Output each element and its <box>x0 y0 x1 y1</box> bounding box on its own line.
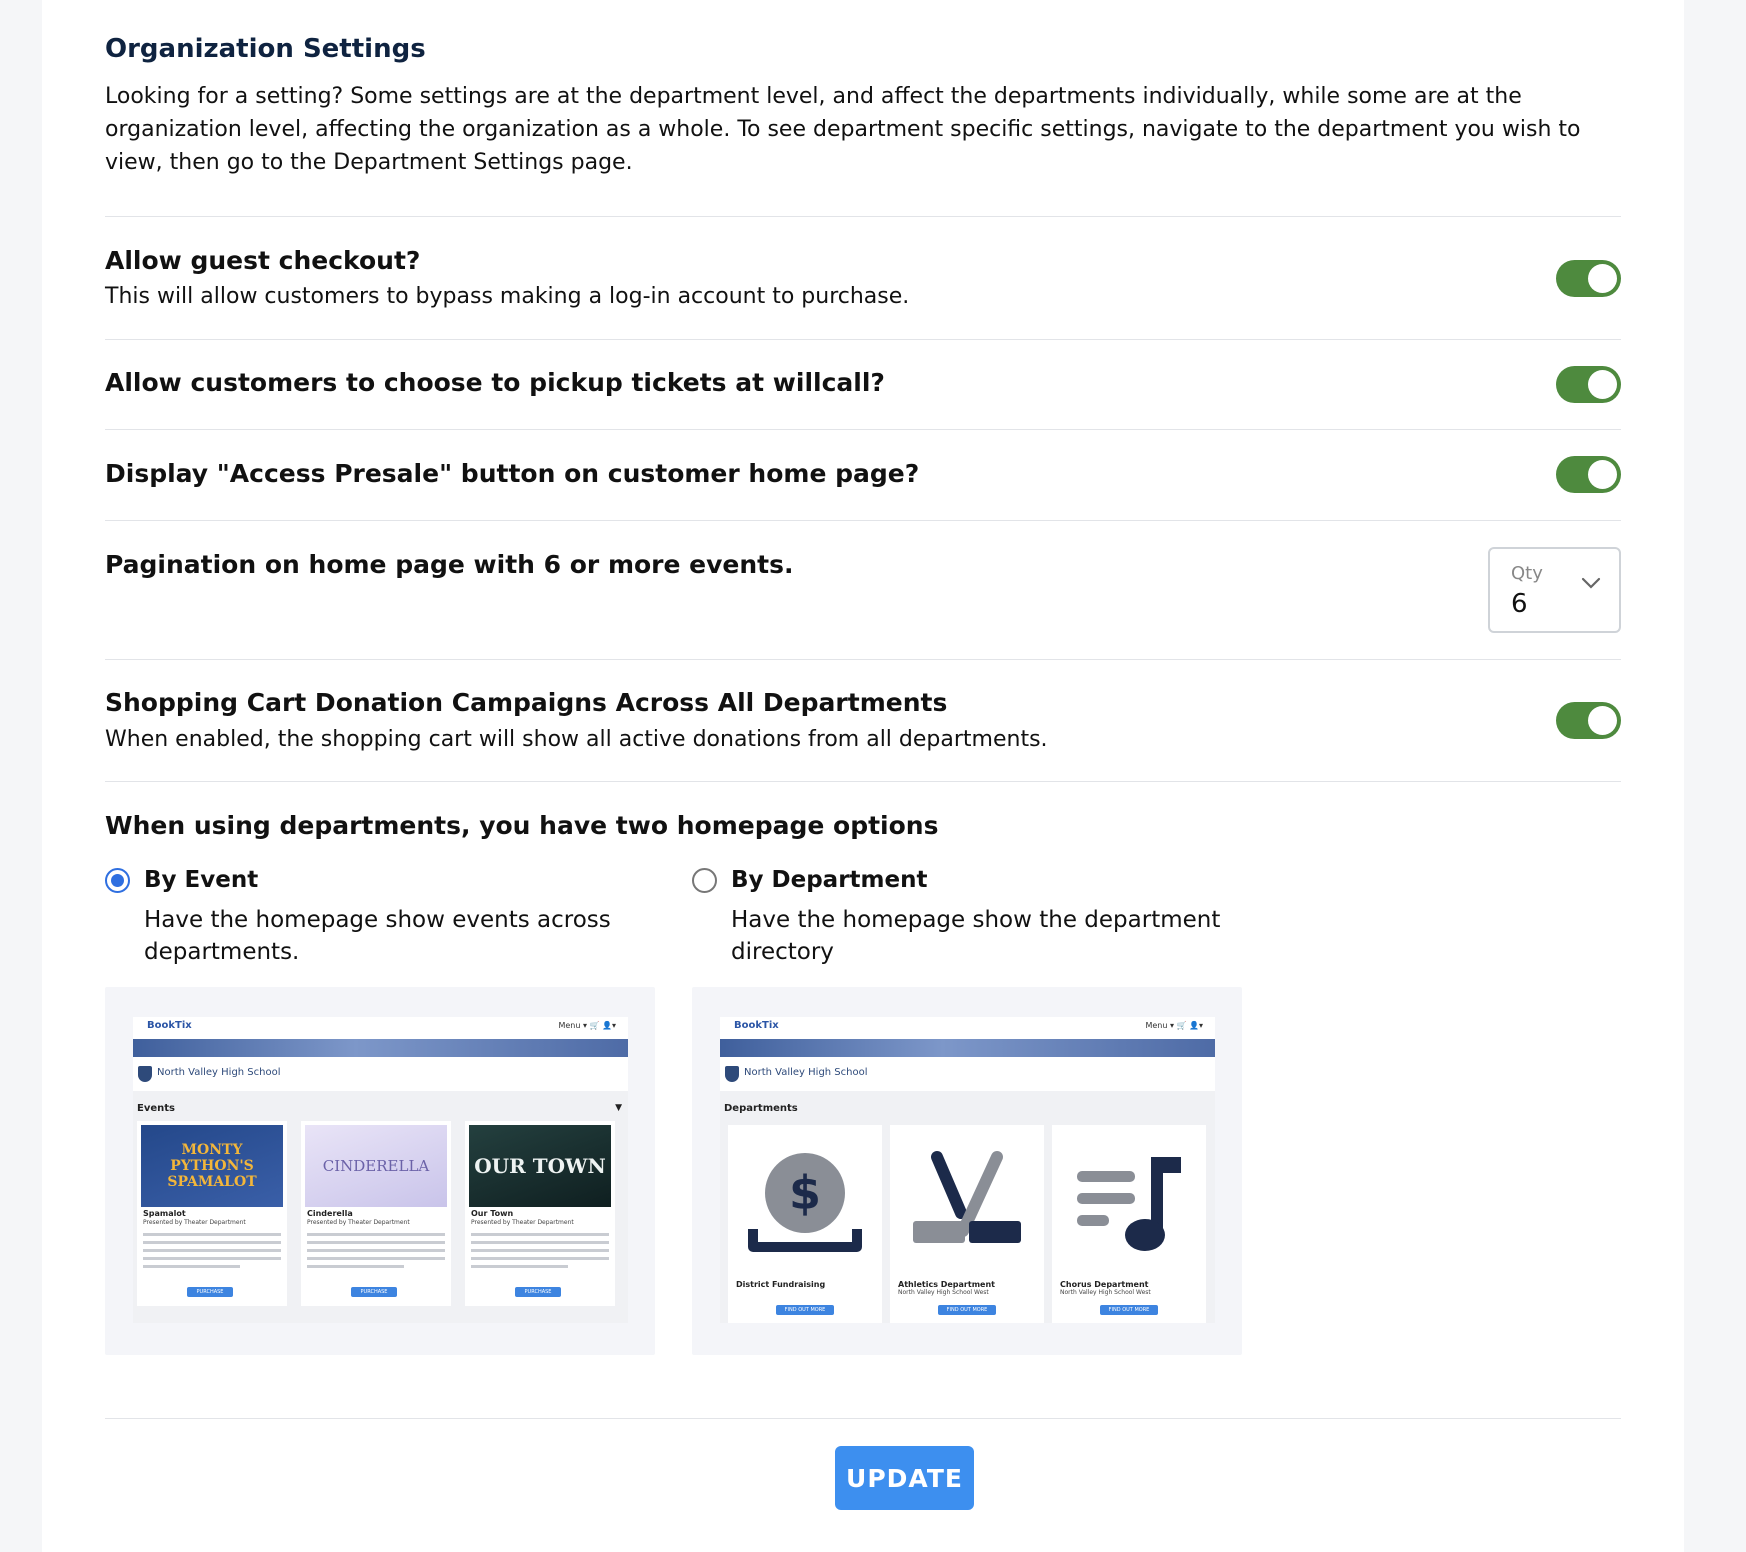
event-description <box>471 1233 609 1273</box>
divider <box>105 429 1621 430</box>
find-out-more-button: FIND OUT MORE <box>776 1305 834 1315</box>
purchase-button: PURCHASE <box>187 1287 233 1297</box>
event-preview-screenshot <box>133 1017 628 1323</box>
divider <box>105 216 1621 217</box>
by-event-description: Have the homepage show events across departments. <box>144 907 611 965</box>
willcall-title: Allow customers to choose to pickup tickets at willcall? <box>105 368 885 397</box>
department-subtitle: North Valley High School West <box>898 1289 989 1296</box>
intro-text: Looking for a setting? Some settings are at the department level, and affect the departments individually, while some are at the organization level, affecting the organization as a whole. To see department specific settings, navigate to the department you wish to view, then go to the Department Settings page. <box>105 84 1581 175</box>
presale-toggle[interactable] <box>1556 456 1621 493</box>
by-event-preview[interactable] <box>105 987 655 1355</box>
divider <box>105 339 1621 340</box>
preview-school-bar <box>133 1057 628 1091</box>
event-presenter: Presented by Theater Department <box>471 1219 574 1226</box>
dollar-coin-icon <box>745 1143 865 1263</box>
department-card <box>1052 1125 1206 1323</box>
event-name: Cinderella <box>307 1209 353 1218</box>
event-card <box>137 1121 287 1306</box>
preview-school-name: North Valley High School <box>157 1067 281 1078</box>
department-name: Chorus Department <box>1060 1280 1149 1289</box>
guest-checkout-title: Allow guest checkout? <box>105 246 421 275</box>
shield-icon <box>138 1066 152 1082</box>
preview-navbar <box>720 1017 1215 1039</box>
by-department-radio[interactable] <box>692 868 717 893</box>
preview-menu: Menu ▾ 🛒 👤▾ <box>1145 1021 1203 1030</box>
event-presenter: Presented by Theater Department <box>307 1219 410 1226</box>
qty-select[interactable] <box>1488 547 1621 633</box>
svg-text:$: $ <box>788 1166 822 1220</box>
update-button[interactable]: UPDATE <box>835 1446 974 1510</box>
preview-brand: BookTix <box>734 1020 779 1031</box>
divider <box>105 659 1621 660</box>
toggle-knob <box>1588 264 1617 293</box>
preview-school-name: North Valley High School <box>744 1067 868 1078</box>
divider <box>105 781 1621 782</box>
purchase-button: PURCHASE <box>351 1287 397 1297</box>
preview-brand: BookTix <box>147 1020 192 1031</box>
event-presenter: Presented by Theater Department <box>143 1219 246 1226</box>
by-department-radio-option[interactable] <box>692 867 927 893</box>
qty-label: Qty <box>1511 563 1543 584</box>
divider <box>105 520 1621 521</box>
donations-toggle[interactable] <box>1556 702 1621 739</box>
divider <box>105 1418 1621 1419</box>
qty-value: 6 <box>1511 589 1528 619</box>
event-description <box>307 1233 445 1273</box>
event-card <box>301 1121 451 1306</box>
guest-checkout-description: This will allow customers to bypass making a log-in account to purchase. <box>105 284 910 309</box>
event-image: OUR TOWN <box>469 1125 611 1207</box>
by-department-preview[interactable] <box>692 987 1242 1355</box>
preview-section-title: Events <box>137 1103 175 1114</box>
department-card <box>728 1125 882 1323</box>
find-out-more-button: FIND OUT MORE <box>1100 1305 1158 1315</box>
preview-navbar <box>133 1017 628 1039</box>
event-name: Our Town <box>471 1209 514 1218</box>
pagination-title: Pagination on home page with 6 or more events. <box>105 550 794 579</box>
department-preview-screenshot <box>720 1017 1215 1323</box>
toggle-knob <box>1588 370 1617 399</box>
by-department-label: By Department <box>731 867 928 893</box>
by-department-description: Have the homepage show the department directory <box>731 907 1221 965</box>
preview-banner <box>720 1039 1215 1057</box>
event-description <box>143 1233 281 1273</box>
event-image: CINDERELLA <box>305 1125 447 1207</box>
event-image: MONTY PYTHON'S SPAMALOT <box>141 1125 283 1207</box>
department-name: Athletics Department <box>898 1280 995 1289</box>
settings-page <box>42 0 1684 1552</box>
preview-menu: Menu ▾ 🛒 👤▾ <box>558 1021 616 1030</box>
guest-checkout-toggle[interactable] <box>1556 260 1621 297</box>
purchase-button: PURCHASE <box>515 1287 561 1297</box>
toggle-knob <box>1588 706 1617 735</box>
donations-title: Shopping Cart Donation Campaigns Across All Departments <box>105 688 948 717</box>
event-card <box>465 1121 615 1306</box>
department-subtitle: North Valley High School West <box>1060 1289 1151 1296</box>
toggle-knob <box>1588 460 1617 489</box>
by-event-label: By Event <box>144 867 259 893</box>
department-name: District Fundraising <box>736 1280 826 1289</box>
by-event-radio[interactable] <box>105 868 130 893</box>
event-name: Spamalot <box>143 1209 186 1218</box>
music-note-icon <box>1069 1143 1189 1263</box>
willcall-toggle[interactable] <box>1556 366 1621 403</box>
donations-description: When enabled, the shopping cart will show all active donations from all departments. <box>105 727 1048 752</box>
shield-icon <box>725 1066 739 1082</box>
by-event-radio-option[interactable] <box>105 867 258 893</box>
hockey-stick-icon <box>907 1143 1027 1263</box>
department-card <box>890 1125 1044 1323</box>
page-title: Organization Settings <box>105 34 426 64</box>
homepage-options-title: When using departments, you have two homepage options <box>105 811 939 840</box>
find-out-more-button: FIND OUT MORE <box>938 1305 996 1315</box>
preview-school-bar <box>720 1057 1215 1091</box>
chevron-down-icon <box>1581 577 1601 589</box>
filter-icon: ▼ <box>615 1103 622 1113</box>
preview-banner <box>133 1039 628 1057</box>
presale-title: Display "Access Presale" button on customer home page? <box>105 459 920 488</box>
preview-section-title: Departments <box>724 1103 798 1114</box>
